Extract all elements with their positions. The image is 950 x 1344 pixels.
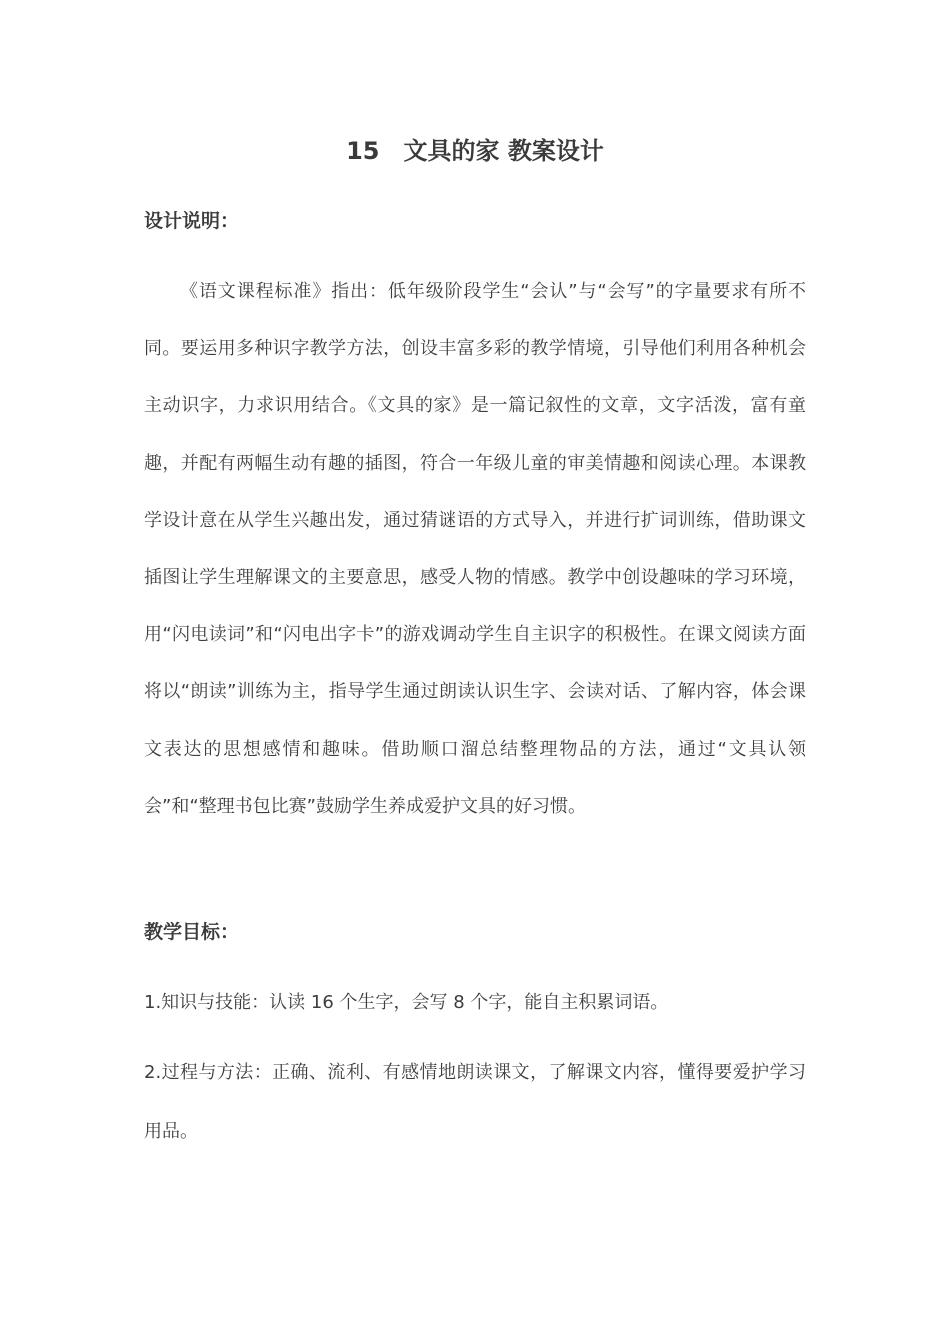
teaching-goals-heading: 教学目标：	[144, 921, 240, 943]
teaching-goal-item: 1.知识与技能：认读 16 个生字，会写 8 个字，能自主积累词语。	[144, 992, 669, 1013]
document-title: 15 文具的家 教案设计	[346, 137, 604, 165]
design-notes-heading: 设计说明：	[144, 210, 240, 232]
teaching-goal-item: 2.过程与方法：正确、流利、有感情地朗读课文，了解课文内容，懂得要爱护学习用品。	[144, 1062, 806, 1142]
design-notes-paragraph: 《语文课程标准》指出：低年级阶段学生“会认”与“会写”的字量要求有所不同。要运用多种识字教学方法，创设丰富多彩的教学情境，引导他们利用各种机会主动识字，力求识用结合。《文具的家》是一篇记叙性的文章，文字活泼，富有童趣，并配有两幅生动有趣的插图，符合一年级儿童的审美情趣和阅读心理。本课教学设计意在从学生兴趣出发，通过猜谜语的方式导入，并进行扩词训练，借助课文插图让学生理解课文的主要意思，感受人物的情感。教学中创设趣味的学习环境，用“闪电读词”和“闪电出字卡”的游戏调动学生自主识字的积极性。在课文阅读方面将以“朗读”训练为主，指导学生通过朗读认识生字、会读对话、了解内容，体会课文表达的思想感情和趣味。借助顺口溜总结整理物品的方法，通过“文具认领会”和“整理书包比赛”鼓励学生养成爱护文具的好习惯。	[144, 281, 806, 817]
